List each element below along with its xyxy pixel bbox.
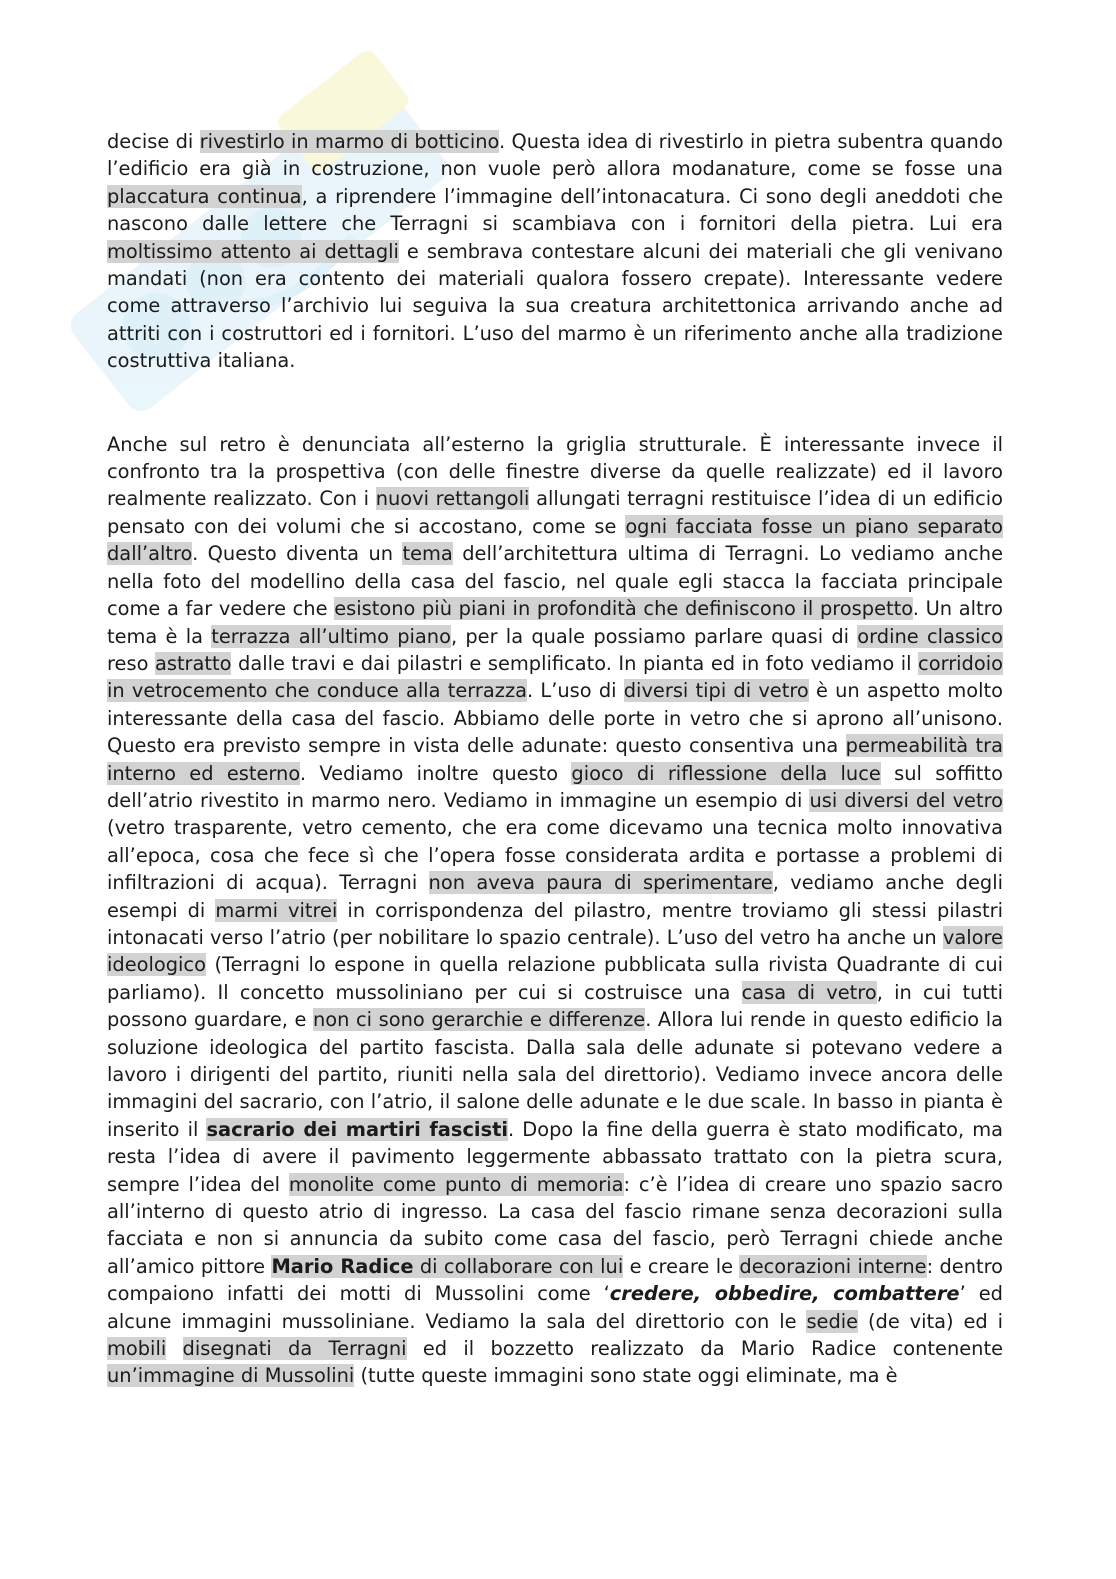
text-run: . Dopo la fine della guerra è stato modificato, ma resta l’idea di avere il pavimento leggermente abbassato trattato con la pietra scura, sempre l’idea del (107, 1117, 1003, 1196)
text-run: , in cui tutti possono guardare, e (107, 980, 1003, 1032)
text-run: in corrispondenza del pilastro, mentre troviamo gli stessi pilastri intonacati verso l’atrio (per nobilitare lo spazio centrale). L’uso del vetro ha anche un (107, 898, 1004, 949)
highlighted-text: gioco di riflessione della luce (571, 761, 881, 785)
highlighted-text: corridoio in vetrocemento che conduce alla terrazza (107, 651, 1003, 703)
text-run: decise di (107, 130, 200, 153)
text-run: dalle travi e dai pilastri e semplificato. In pianta ed in foto vediamo il (231, 651, 919, 675)
text-run: , per la quale possiamo parlare quasi di (450, 624, 858, 648)
highlighted-text: mobili (107, 1337, 167, 1361)
highlighted-text: esistono più piani in profondità che definiscono il prospetto (334, 597, 913, 621)
highlighted-text: un’immagine di Mussolini (107, 1364, 355, 1388)
text-run: . Vediamo inoltre questo (299, 761, 572, 785)
paragraph-text (107, 431, 1003, 1390)
highlighted-text: rivestirlo in marmo di botticino (199, 130, 500, 153)
highlighted-text: marmi vitrei (215, 898, 338, 922)
text-run: dell’architettura ultima di Terragni. Lo vediamo anche nella foto del modellino della casa del fascio, nel quale egli stacca la facciata principale come a far vedere che (107, 542, 1003, 621)
text-run: (Terragni lo espone in quella relazione pubblicata sulla rivista Quadrante di cui parliamo). Il concetto mussoliniano per cui si costruisce una (107, 953, 1003, 1004)
highlighted-text: non ci sono gerarchie e differenze (313, 1008, 646, 1032)
text-run: (de vita) ed i (858, 1309, 1003, 1333)
highlighted-text: usi diversi del vetro (809, 788, 1003, 812)
text-run: allungati terragni restituisce l’idea di un edificio pensato con dei volumi che si accostano, come se (107, 487, 1003, 538)
text-run: reso (107, 651, 155, 675)
highlighted-text: monolite come punto di memoria (288, 1172, 624, 1196)
highlighted-text: casa di vetro (741, 980, 877, 1004)
highlighted-text: tema (402, 542, 453, 566)
emphasis-text: credere, obbedire, combattere (609, 1282, 960, 1306)
paragraph-1 (107, 128, 1003, 375)
highlighted-text: diversi tipi di vetro (623, 679, 809, 703)
highlighted-text: non aveva paura di sperimentare (428, 871, 773, 895)
text-run: . Questa idea di rivestirlo in pietra subentra quando l’edificio era già in costruzione, non vuole però allora modanature, come se fosse una (107, 130, 1003, 181)
text-run: , vediamo anche degli esempi di (107, 871, 1004, 922)
highlighted-text: placcatura continua (107, 184, 302, 208)
text-run: ’ ed alcune immagini mussoliniane. Vediamo la sala del direttorio con le (107, 1282, 1003, 1333)
highlighted-text: moltissimo attento ai dettagli (107, 239, 399, 263)
text-run: , a riprendere l’immagine dell’intonacatura. Ci sono degli aneddoti che nascono dalle lettere che Terragni si scambiava con i fornitori della pietra. Lui era (107, 184, 1003, 236)
text-run: (tutte queste immagini sono state oggi eliminate, ma è (354, 1364, 898, 1388)
text-run: . Questo diventa un (192, 542, 403, 566)
text-run: . Allora lui rende in questo edificio la soluzione ideologica del partito fascista. Dalla sala delle adunate si potevano vedere a lavoro i dirigenti del partito, riuniti nella sala del direttorio). Vediamo invece ancora delle immagini del sacrario, con l’atrio, il salone delle adunate e le due scale. In basso in pianta è inserito il (107, 1008, 1003, 1141)
highlighted-text: ogni facciata fosse un piano separato dall’altro (107, 514, 1004, 566)
text-run: e creare le (623, 1254, 740, 1278)
highlighted-text: permeabilità tra interno ed esterno (107, 734, 1003, 785)
highlighted-bold-text: Mario Radice (271, 1254, 414, 1278)
text-run: . L’uso di (527, 679, 624, 703)
highlighted-text: astratto (154, 651, 232, 675)
highlighted-text: ordine classico (857, 624, 1003, 648)
text-run: sul soffitto dell’atrio rivestito in marmo nero. Vediamo in immagine un esempio di (107, 761, 1003, 812)
text-run: Anche sul retro è denunciata all’esterno la griglia strutturale. È interessante invece il confronto tra la prospettiva (con delle finestre diverse da quelle realizzate) ed il lavoro realmente realizzato. Con i (107, 432, 1003, 511)
text-run: è un aspetto molto interessante della casa del fascio. Abbiamo delle porte in vetro che si aprono all’unisono. Questo era previsto sempre in vista delle adunate: questo consentiva una (107, 679, 1004, 758)
highlighted-text: terrazza all’ultimo piano (211, 624, 451, 648)
text-run: e sembrava contestare alcuni dei materiali che gli venivano mandati (non era contento dei materiali qualora fossero crepate). Interessante vedere come attraverso l’archivio lui seguiva la sua creatura architettonica arrivando anche ad attriti con i costruttori ed i fornitori. L’uso del marmo è un riferimento anche alla tradizione costruttiva italiana. (107, 239, 1004, 373)
text-run: ed il bozzetto realizzato da Mario Radice contenente (406, 1337, 1003, 1361)
document-body (107, 128, 1003, 1446)
highlighted-text: nuovi rettangoli (375, 487, 530, 511)
highlighted-text: sedie (806, 1309, 859, 1333)
text-run: . Un altro tema è la (107, 597, 1003, 648)
highlighted-text: decorazioni interne (739, 1254, 927, 1278)
text-run (166, 1337, 182, 1360)
text-run: : c’è l’idea di creare uno spazio sacro all’interno di questo atrio di ingresso. La casa del fascio rimane senza decorazioni sulla facciata e non si annuncia da subito come casa del fascio, però Terragni chiede anche all’amico pittore (107, 1172, 1003, 1278)
text-run: : dentro compaiono infatti dei motti di Mussolini come ‘ (107, 1254, 1003, 1306)
highlighted-text: valore ideologico (107, 925, 1003, 977)
highlighted-bold-text: sacrario dei martiri fascisti (206, 1117, 509, 1141)
text-run: (vetro trasparente, vetro cemento, che era come dicevamo una tecnica molto innovativa all’epoca, cosa che fece sì che l’opera fosse considerata ardita e portasse a problemi di infiltrazioni di acqua). Terragni (107, 816, 1003, 895)
paragraph-text (107, 128, 1003, 375)
paragraph-2 (107, 431, 1003, 1390)
highlighted-text: disegnati da Terragni (182, 1337, 407, 1361)
highlighted-text: di collaborare con lui (413, 1254, 624, 1278)
